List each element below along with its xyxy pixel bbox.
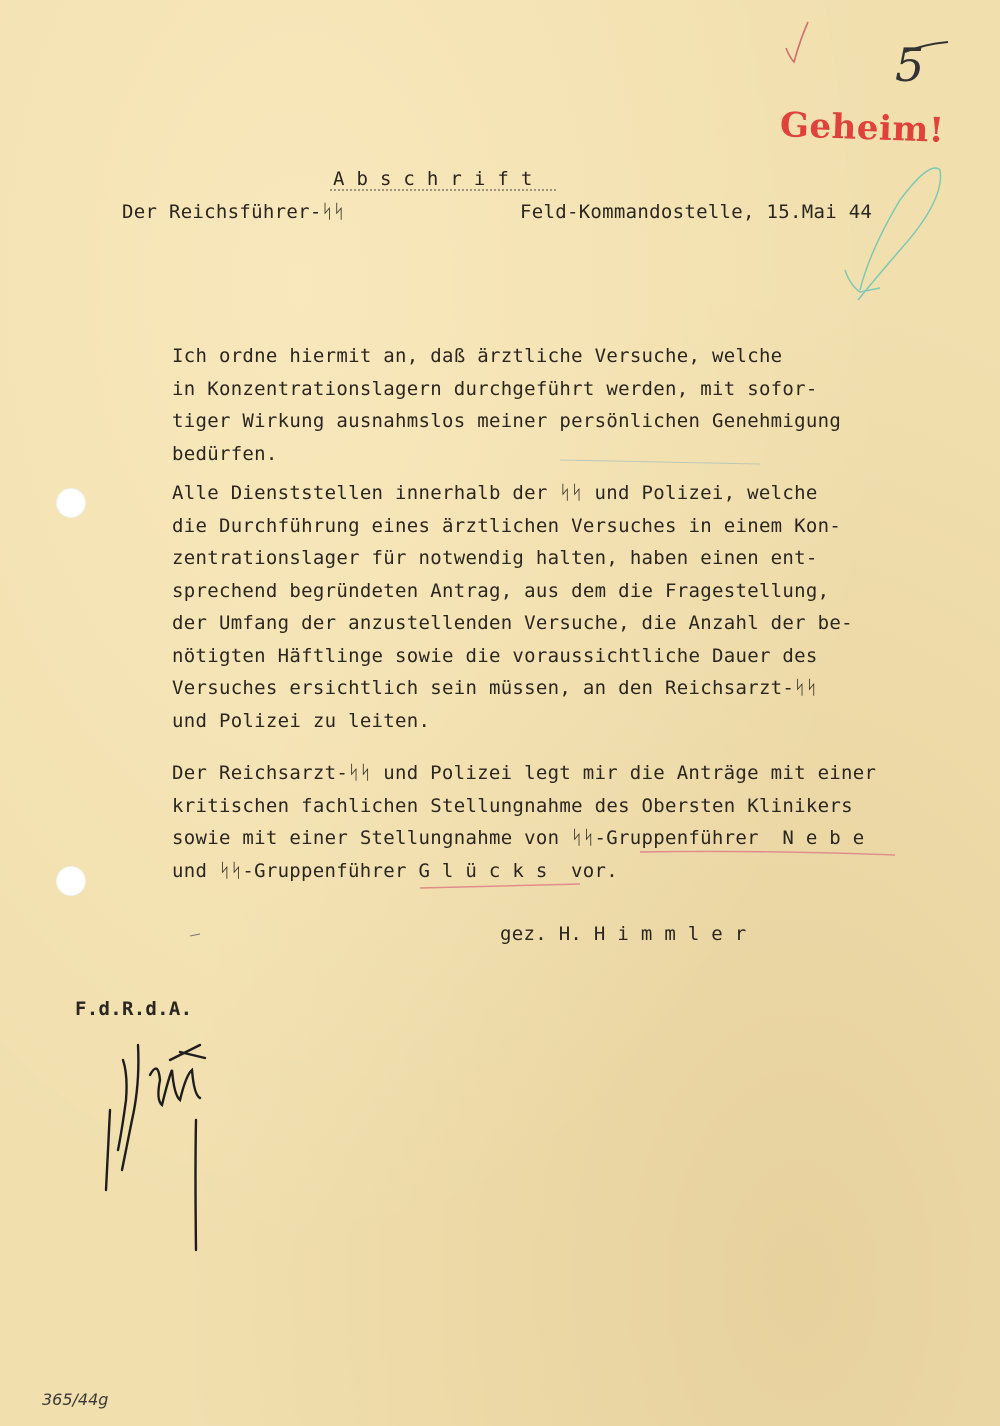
text-line: in Konzentrationslagern durchgeführt werden, mit sofor- bbox=[172, 377, 818, 400]
text-line: sprechend begründeten Antrag, aus dem die Fragestellung, bbox=[172, 579, 830, 602]
document-title: A b s c h r i f t bbox=[333, 168, 533, 190]
text-line: nötigten Häftlinge sowie die voraussichtliche Dauer des bbox=[172, 644, 818, 667]
red-check-mark-icon bbox=[786, 22, 808, 62]
green-pencil-mark-icon bbox=[845, 168, 941, 300]
text-line: sowie mit einer Stellungnahme von ᛋᛋ-Gruppenführer N e b e bbox=[172, 827, 865, 849]
sender-line: Der Reichsführer-ᛋᛋ bbox=[122, 201, 345, 223]
text-line: die Durchführung eines ärztlichen Versuches in einem Kon- bbox=[172, 514, 842, 537]
text-line: zentrationslager für notwendig halten, haben einen ent- bbox=[172, 547, 818, 569]
text-line: Versuches ersichtlich sein müssen, an den Reichsarzt-ᛋᛋ bbox=[172, 677, 818, 699]
certification-mark: F.d.R.d.A. bbox=[75, 998, 193, 1020]
place-and-date: Feld-Kommandostelle, 15.Mai 44 bbox=[520, 201, 873, 223]
text-line: Alle Dienststellen innerhalb der ᛋᛋ und Polizei, welche bbox=[172, 482, 818, 504]
text-line: tiger Wirkung ausnahmslos meiner persönlichen Genehmigung bbox=[172, 410, 842, 432]
text-line: und Polizei zu leiten. bbox=[172, 709, 431, 732]
text-line: kritischen fachlichen Stellungnahme des Obersten Klinikers bbox=[172, 794, 853, 817]
secret-stamp: Geheim! bbox=[779, 105, 945, 151]
paragraph-3 bbox=[172, 757, 932, 887]
paragraph-2 bbox=[172, 477, 932, 737]
page-number: 5 bbox=[895, 38, 925, 92]
text-line: Ich ordne hiermit an, daß ärztliche Versuche, welche bbox=[172, 345, 783, 367]
text-line: Der Reichsarzt-ᛋᛋ und Polizei legt mir die Anträge mit einer bbox=[172, 762, 877, 784]
text-line: der Umfang der anzustellenden Versuche, die Anzahl der be- bbox=[172, 612, 853, 634]
text-line: und ᛋᛋ-Gruppenführer G l ü c k s vor. bbox=[172, 859, 619, 882]
handwritten-signature bbox=[106, 1045, 205, 1250]
text-line: bedürfen. bbox=[172, 442, 278, 465]
archive-number: 365/44g bbox=[42, 1390, 109, 1409]
signature-line: gez. H. H i m m l e r bbox=[500, 923, 747, 945]
paragraph-1 bbox=[172, 340, 932, 470]
